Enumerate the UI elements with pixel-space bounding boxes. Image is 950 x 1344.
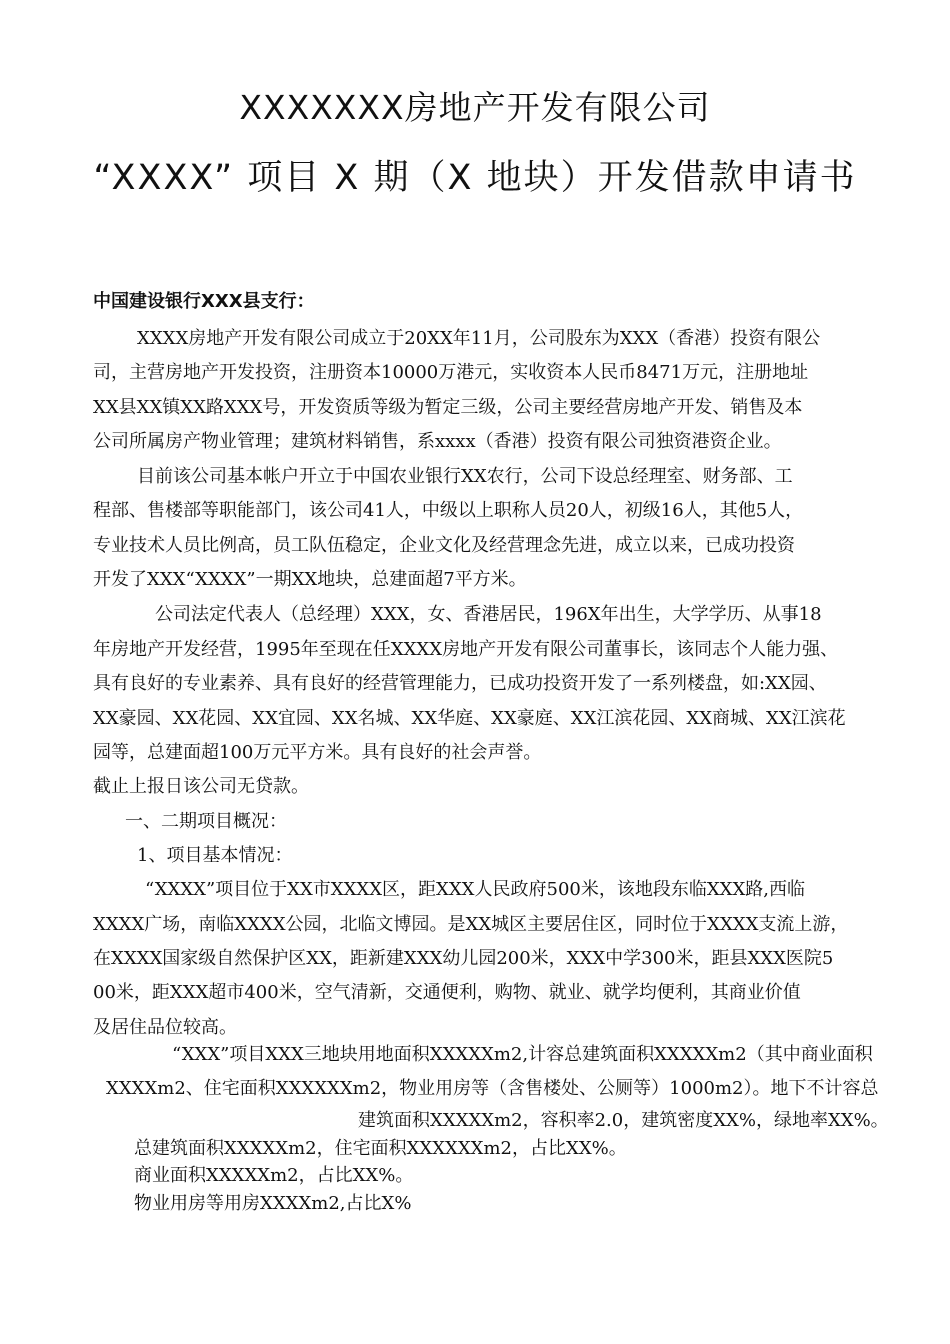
area-total-building: 总建筑面积XXXXXm2，住宅面积XXXXXXm2，占比XX%。 (134, 1138, 627, 1159)
paragraph-no-loan: 截止上报日该公司无贷款。 (93, 776, 309, 797)
document-title-application: “XXXX” 项目 X 期（X 地块）开发借款申请书 (93, 158, 857, 198)
paragraph-organization-line: 程部、售楼部等职能部门，该公司41人，中级以上职称人员20人，初级16人，其他5人， (93, 500, 804, 521)
paragraph-project-location-line: “XXXX”项目位于XX市XXXX区，距XXX人民政府500米，该地段东临XXX路,西临 (145, 879, 806, 900)
paragraph-organization-line: 目前该公司基本帐户开立于中国农业银行XX农行，公司下设总经理室、财务部、工 (137, 466, 793, 487)
paragraph-company-intro-line: XX县XX镇XX路XXX号，开发资质等级为暂定三级，公司主要经营房地产开发、销售及本 (93, 397, 803, 418)
paragraph-company-intro-line: 司，主营房地产开发投资，注册资本10000万港元，实收资本人民币8471万元，注册地址 (93, 362, 809, 383)
section-subheading-basic-info: 1、项目基本情况： (137, 845, 293, 866)
paragraph-legal-representative-line: 年房地产开发经营，1995年至现在任XXXX房地产开发有限公司董事长，该同志个人能力强、 (93, 639, 839, 660)
paragraph-legal-representative-line: XX豪园、XX花园、XX宜园、XX名城、XX华庭、XX豪庭、XX江滨花园、XX商城、XX江滨花 (93, 708, 846, 729)
paragraph-organization-line: 专业技术人员比例高，员工队伍稳定，企业文化及经营理念先进，成立以来，已成功投资 (93, 535, 795, 556)
paragraph-company-intro-line: 公司所属房产物业管理；建筑材料销售，系xxxx（香港）投资有限公司独资港资企业。 (93, 431, 782, 452)
paragraph-legal-representative-line: 具有良好的专业素养、具有良好的经营管理能力，已成功投资开发了一系列楼盘，如:XX园、 (93, 673, 827, 694)
area-property-management: 物业用房等用房XXXXm2,占比X% (134, 1193, 412, 1214)
paragraph-company-intro-line: XXXX房地产开发有限公司成立于20XX年11月，公司股东为XXX（香港）投资有限公 (137, 328, 821, 349)
document-title-company: XXXXXXX房地产开发有限公司 (239, 88, 711, 127)
paragraph-land-area-line: 建筑面积XXXXXm2，容积率2.0，建筑密度XX%，绿地率XX%。 (358, 1110, 889, 1131)
paragraph-legal-representative-line: 园等，总建面超100万元平方米。具有良好的社会声誉。 (93, 742, 542, 763)
paragraph-project-location-line: 及居住品位较高。 (93, 1017, 237, 1038)
paragraph-project-location-line: XXXX广场，南临XXXX公园，北临文博园。是XX城区主要居住区，同时位于XXXX支流上游， (93, 914, 849, 935)
paragraph-land-area-line: “XXX”项目XXX三地块用地面积XXXXXm2,计容总建筑面积XXXXXm2（其中商业面积 (172, 1044, 873, 1065)
paragraph-project-location-line: 在XXXX国家级自然保护区XX，距新建XXX幼儿园200米，XXX中学300米，距县XXX医院5 (93, 948, 834, 969)
paragraph-project-location-line: 00米，距XXX超市400米，空气清新，交通便利，购物、就业、就学均便利，其商业价值 (93, 982, 801, 1003)
addressee: 中国建设银行XXX县支行： (93, 291, 315, 312)
paragraph-legal-representative-line: 公司法定代表人（总经理）XXX，女、香港居民，196X年出生，大学学历、从事18 (155, 604, 822, 625)
area-commercial: 商业面积XXXXXm2，占比XX%。 (134, 1165, 414, 1186)
paragraph-land-area-line: XXXXm2、住宅面积XXXXXXm2，物业用房等（含售楼处、公厕等）1000m2）。地下不计容总 (106, 1078, 879, 1099)
paragraph-organization-line: 开发了XXX“XXXX”一期XX地块，总建面超7平方米。 (93, 569, 527, 590)
section-heading-project-overview: 一、二期项目概况： (125, 811, 287, 832)
